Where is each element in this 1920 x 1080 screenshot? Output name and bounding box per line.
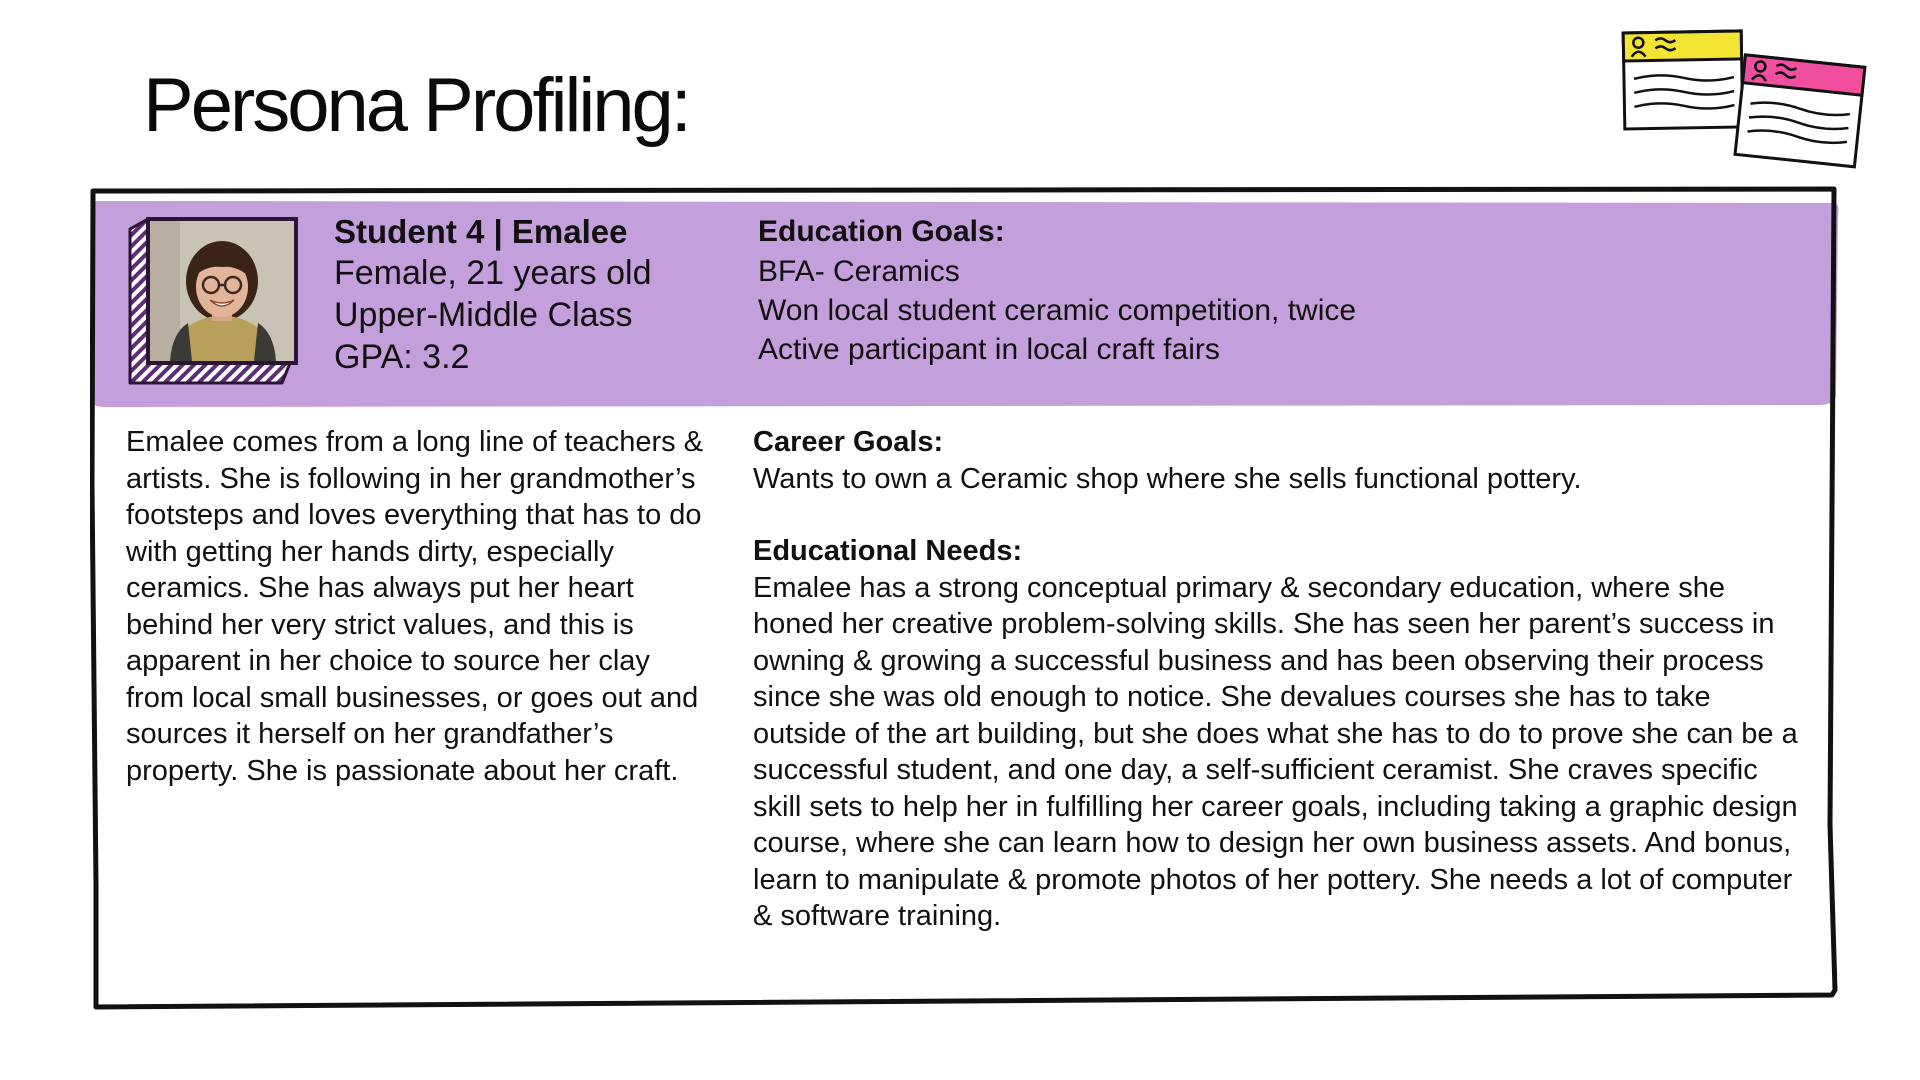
goals-column [753,424,1808,935]
education-goal-item: Won local student ceramic competition, twice [758,294,1357,327]
career-goals-heading: Career Goals: [753,426,944,458]
education-goals [758,212,1808,369]
page-title: Persona Profiling: [143,63,689,148]
section-spacer [753,497,1808,533]
demographic-gpa: GPA: 3.2 [334,338,470,376]
education-goal-item: Active participant in local craft fairs [758,333,1220,366]
career-goals-text: Wants to own a Ceramic shop where she sells functional pottery. [753,462,1582,495]
persona-cards-icon [1612,20,1872,180]
profile-summary [334,212,714,378]
educational-needs-text: Emalee has a strong conceptual primary & secondary education, where she honed her creative problem-solving skills. She has seen her parent’s success in owning & growing a successful business and has been observing their process since she was old enough to notice. She devalues courses she has to take outside of the art building, but she does what she has to do to prove she can be a successful student, and one day, a self-sufficient ceramist. She craves specific skill sets to help her in fulfilling her career goals, including taking a graphic design course, where she can learn how to design her own business assets. And bonus, learn to manipulate & promote photos of her pottery. She needs a lot of computer & software training. [753,571,1798,932]
demographic-gender-age: Female, 21 years old [334,254,652,292]
education-goals-heading: Education Goals: [758,215,1005,248]
student-name: Student 4 | Emalee [334,213,628,250]
student-photo [126,215,302,391]
demographic-class: Upper-Middle Class [334,296,633,334]
bio-paragraph: Emalee comes from a long line of teachers & artists. She is following in her grandmother’s footsteps and loves everything that has to do with getting her hands dirty, especially ceramics. She has always put her heart behind her very strict values, and this is apparent in her choice to source her clay from local small businesses, or goes out and sources it herself on her grandfather’s property. She is passionate about her craft. [126,426,704,787]
educational-needs-heading: Educational Needs: [753,535,1023,567]
education-goal-item: BFA- Ceramics [758,255,960,288]
